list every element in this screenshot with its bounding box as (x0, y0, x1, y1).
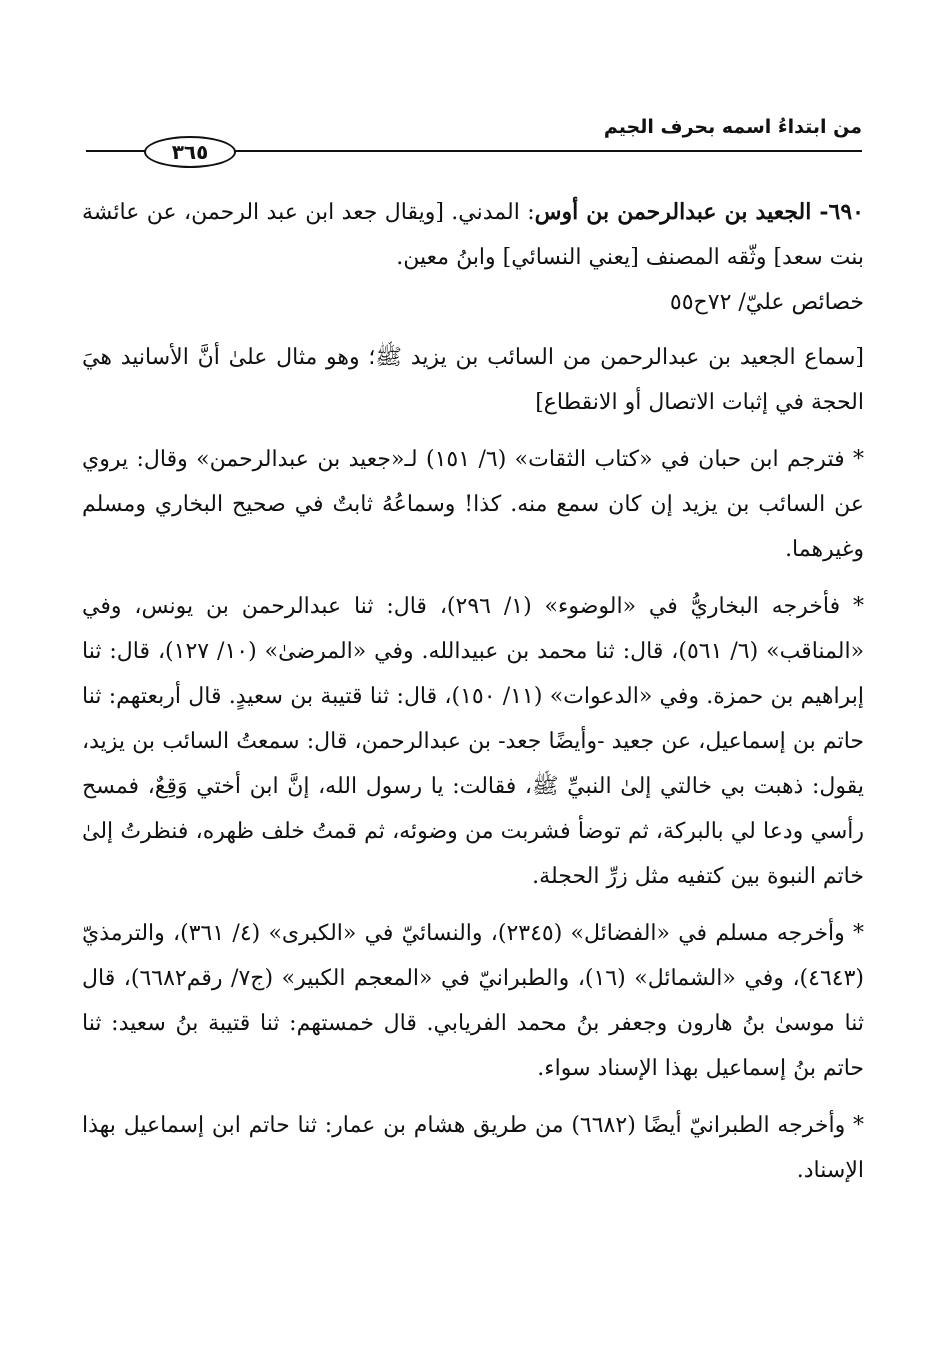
paragraph-note: [سماع الجعيد بن عبدالرحمن من السائب بن يزيد ﷺ؛ وهو مثال علىٰ أنَّ الأسانيد هيَ الحجة في إثبات الاتصال أو الانقطاع] (82, 345, 864, 415)
paragraph-ibn-hibban: * فترجم ابن حبان في «كتاب الثقات» (٦/ ١٥١) لـ«جعيد بن عبدالرحمن» وقال: يروي عن السائب بن يزيد إن كان سمع منه. كذا! وسماعُهُ ثابتٌ في صحيح البخاري ومسلم وغيرهما. (82, 447, 864, 562)
entry-heading: ٦٩٠- الجعيد بن عبدالرحمن بن أوس (534, 199, 864, 225)
paragraph-tabarani: * وأخرجه الطبرانيّ أيضًا (٦٦٨٢) من طريق هشام بن عمار: ثنا حاتم ابن إسماعيل بهذا الإسناد. (82, 1113, 865, 1183)
page-header (86, 108, 862, 164)
running-title: من ابتداءُ اسمه بحرف الجيم (603, 116, 862, 138)
paragraph-bukhari: * فأخرجه البخاريُّ في «الوضوء» (١/ ٢٩٦)، قال: ثنا عبدالرحمن بن يونس، وفي «المناقب» (٦/ ٥٦١)، قال: ثنا محمد بن عبيدالله. وفي «المرضىٰ» (١٠/ ١٢٧)، قال: ثنا إبراهيم بن حمزة. وفي «الدعوات» (١١/ ١٥٠)، قال: ثنا قتيبة بن سعيدٍ. قال أربعتهم: ثنا حاتم بن إسماعيل، عن جعيد -وأيضًا جعد- بن عبدالرحمن، قال: سمعتُ السائب بن يزيد، يقول: ذهبت بي خالتي إلىٰ النبيِّ ﷺ، فقالت: يا رسول الله، إنَّ ابن أختي وَقِعٌ، فمسح رأسي ودعا لي بالبركة، ثم توضأ فشربت من وضوئه، ثم قمتُ خلف ظهره، فنظرتُ إلىٰ خاتم النبوة بين كتفيه مثل زرِّ الحجلة. (82, 594, 865, 889)
entry-paragraph (82, 190, 864, 280)
page-number: ٣٦٥ (144, 136, 236, 168)
paragraph-muslim: * وأخرجه مسلم في «الفضائل» (٢٣٤٥)، والنسائيّ في «الكبرى» (٤/ ٣٦١)، والترمذيّ (٤٦٤٣)، وفي «الشمائل» (١٦)، والطبرانيّ في «المعجم الكبير» (ج٧/ رقم٦٦٨٢)، قال ثنا موسىٰ بنُ هارون وجعفر بنُ محمد الفريابي. قال خمستهم: ثنا قتيبة بنُ سعيد: ثنا حاتم بنُ إسماعيل بهذا الإسناد سواء. (82, 921, 864, 1081)
page-content (82, 190, 864, 1205)
entry-reference: خصائص عليّ/ ٧٢ح٥٥ (669, 290, 864, 315)
entry-text: : المدني. [ويقال جعد ابن عبد الرحمن، عن عائشة بنت سعد] وثّقه المصنف [يعني النسائي] وابنُ معين. (82, 200, 864, 270)
